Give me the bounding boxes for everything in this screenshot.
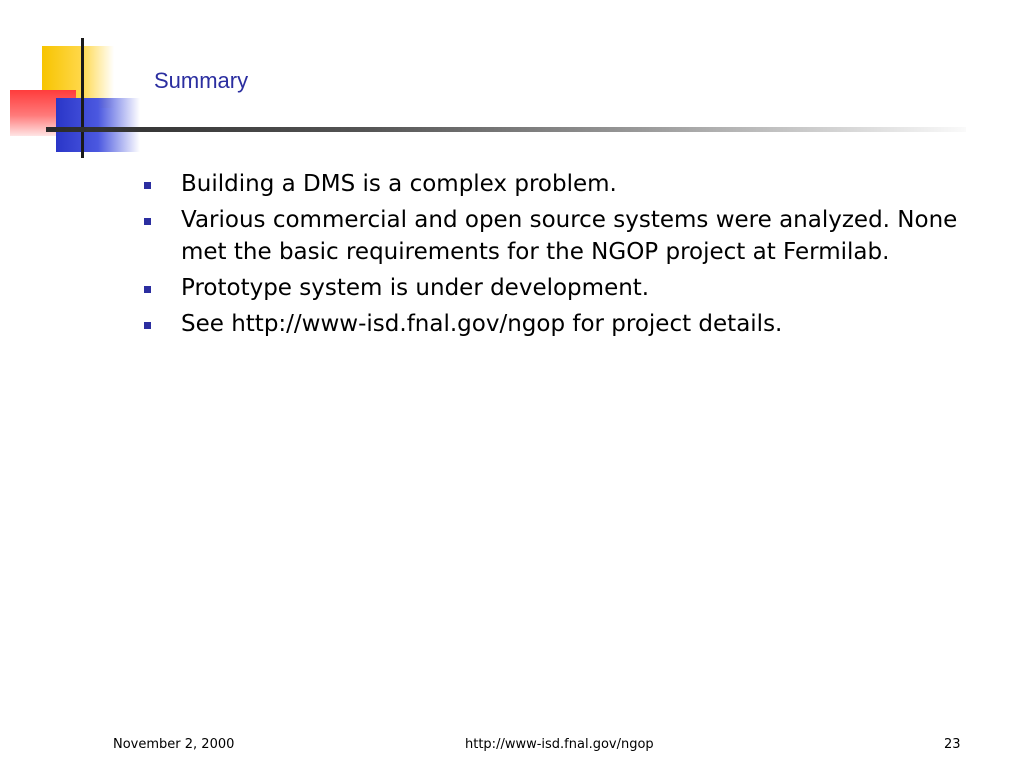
bullet-item xyxy=(140,168,990,200)
square-bullet-icon xyxy=(144,286,151,293)
logo-blue-square xyxy=(56,98,140,152)
footer-date: November 2, 2000 xyxy=(113,737,235,752)
bullet-list xyxy=(140,168,990,344)
logo-vertical-line xyxy=(81,38,84,158)
bullet-item xyxy=(140,308,990,340)
square-bullet-icon xyxy=(144,182,151,189)
square-bullet-icon xyxy=(144,322,151,329)
decorative-logo xyxy=(0,0,160,170)
footer-page-number: 23 xyxy=(944,737,961,752)
bullet-text: Various commercial and open source systems were analyzed. None met the basic requirements for the NGOP project at Fermilab. xyxy=(181,207,958,265)
bullet-text: Prototype system is under development. xyxy=(181,275,650,301)
square-bullet-icon xyxy=(144,218,151,225)
bullet-text: Building a DMS is a complex problem. xyxy=(181,171,617,197)
bullet-item xyxy=(140,272,990,304)
title-underline xyxy=(46,127,966,132)
bullet-item xyxy=(140,204,990,268)
slide-title: Summary xyxy=(154,68,249,93)
footer-url: http://www-isd.fnal.gov/ngop xyxy=(465,737,654,752)
bullet-text: See http://www-isd.fnal.gov/ngop for project details. xyxy=(181,311,783,337)
